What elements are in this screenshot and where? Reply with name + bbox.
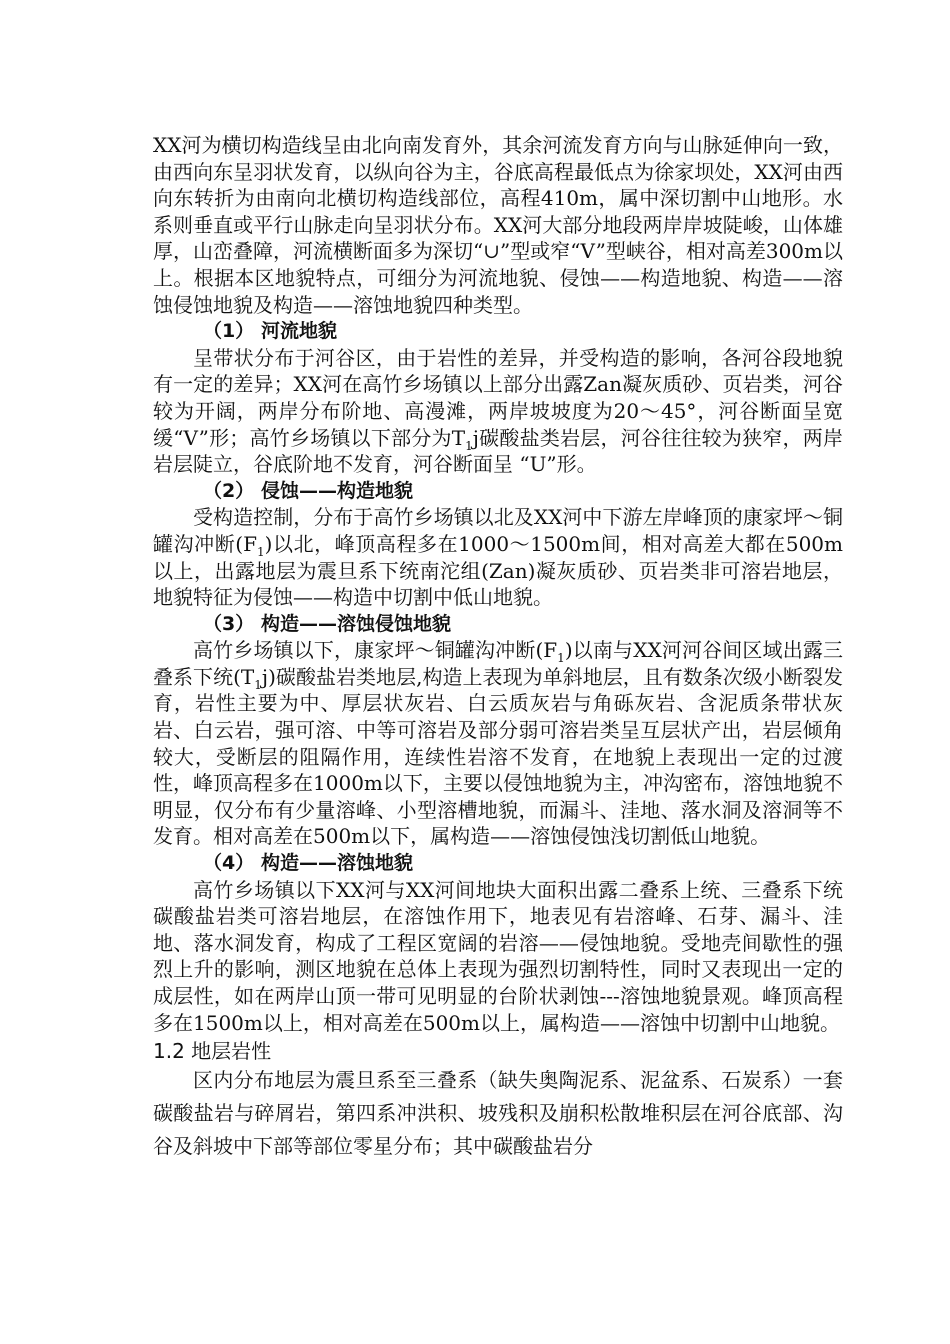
heading-tectonic-dissolution-landform	[153, 850, 843, 877]
paragraph-stratigraphy: 区内分布地层为震旦系至三叠系（缺失奥陶泥系、泥盆系、石炭系）一套碳酸盐岩与碎屑岩，第四系冲洪积、坡残积及崩积松散堆积层在河谷底部、沟谷及斜坡中下部等部位零星分布；其中碳酸盐岩分	[153, 1068, 843, 1159]
text-segment: 呈带状分布于河谷区，由于岩性的差异，并受构造的影响，各河谷段地貌有一定的差异；XX河在高竹乡场镇以上部分出露Zan凝灰质砂、页岩类，河谷较为开阔，两岸分布阶地、高漫滩，两岸坡坡度为20～45°，河谷断面呈宽缓“V”形；高竹乡场镇以下部分为T	[153, 345, 843, 450]
heading-tectonic-dissolution-erosion-landform	[153, 611, 843, 638]
subscript: 1	[557, 651, 565, 666]
document-page	[153, 132, 843, 1163]
subscript: 1	[465, 438, 473, 453]
heading-title: 河流地貌	[261, 320, 338, 343]
heading-number: （4）	[203, 852, 255, 875]
heading-title: 构造——溶蚀地貌	[261, 852, 414, 875]
subscript: 1	[256, 544, 265, 559]
paragraph-tectonic-dissolution-erosion-landform	[153, 637, 843, 850]
paragraph-tectonic-dissolution-landform: 高竹乡场镇以下XX河与XX河间地块大面积出露二叠系上统、三叠系下统碳酸盐岩类可溶岩地层，在溶蚀作用下，地表见有岩溶峰、石芽、漏斗、洼地、落水洞发育，构成了工程区宽阔的岩溶——侵蚀地貌。受地壳间歇性的强烈上升的影响，测区地貌在总体上表现为强烈切割特性，同时又表现出一定的成层性，如在两岸山顶一带可见明显的台阶状剥蚀---溶蚀地貌景观。峰顶高程多在1500m以上，相对高差在500m以上，属构造——溶蚀中切割中山地貌。	[153, 877, 843, 1035]
heading-title: 侵蚀——构造地貌	[261, 479, 414, 502]
text-segment: 受构造控制，分布于高竹乡场镇以北及XX河中下游左岸峰顶的康家坪～铜罐沟冲断(F	[153, 505, 843, 556]
paragraph-erosion-tectonic-landform	[153, 504, 843, 610]
heading-river-landform	[153, 318, 843, 345]
heading-title: 构造——溶蚀侵蚀地貌	[261, 612, 452, 635]
text-segment: 高竹乡场镇以下，康家坪～铜罐沟冲断(F	[193, 638, 558, 663]
text-segment: )以南与XX河河谷间区域出露三叠系下统(T	[153, 638, 843, 689]
heading-number: （2）	[203, 479, 255, 502]
heading-erosion-tectonic-landform	[153, 478, 843, 505]
paragraph-river-landform	[153, 345, 843, 478]
text-segment: j碳酸盐类岩层，河谷往往较为狭窄，两岸岩层陡立，谷底阶地不发育，河谷断面呈 “U”形。	[153, 425, 843, 477]
intro-paragraph: XX河为横切构造线呈由北向南发育外，其余河流发育方向与山脉延伸向一致，由西向东呈羽状发育，以纵向谷为主，谷底高程最低点为徐家坝处，XX河由西向东转折为由南向北横切构造线部位，高程410m，属中深切割中山地形。水系则垂直或平行山脉走向呈羽状分布。XX河大部分地段两岸岸坡陡峻，山体雄厚，山峦叠障，河流横断面多为深切“∪”型或窄“V”型峡谷，相对高差300m以上。根据本区地貌特点，可细分为河流地貌、侵蚀——构造地貌、构造——溶蚀侵蚀地貌及构造——溶蚀地貌四种类型。	[153, 133, 843, 317]
heading-number: （1）	[203, 320, 255, 343]
heading-number: （3）	[203, 612, 255, 635]
text-segment: )以北，峰顶高程多在1000～1500m间，相对高差大都在500m以上，出露地层为震旦系下统南沱组(Zan)凝灰质砂、页岩类非可溶岩地层，地貌特征为侵蚀——构造中切割中低山地貌。	[153, 531, 843, 610]
subscript: 1	[254, 677, 262, 692]
text-segment: j)碳酸盐岩类地层,构造上表现为单斜地层，且有数条次级小断裂发育，岩性主要为中、厚层状灰岩、白云质灰岩与角砾灰岩、含泥质条带状灰岩、白云岩，强可溶、中等可溶岩及部分弱可溶岩类呈互层状产出，岩层倾角较大，受断层的阻隔作用，连续性岩溶不发育，在地貌上表现出一定的过渡性，峰顶高程多在1000m以下，主要以侵蚀地貌为主，冲沟密布，溶蚀地貌不明显，仅分布有少量溶峰、小型溶槽地貌，而漏斗、洼地、落水洞及溶洞等不发育。相对高差在500m以下，属构造——溶蚀侵蚀浅切割低山地貌。	[153, 664, 843, 849]
section-heading-stratigraphy: 1.2 地层岩性	[153, 1039, 272, 1064]
